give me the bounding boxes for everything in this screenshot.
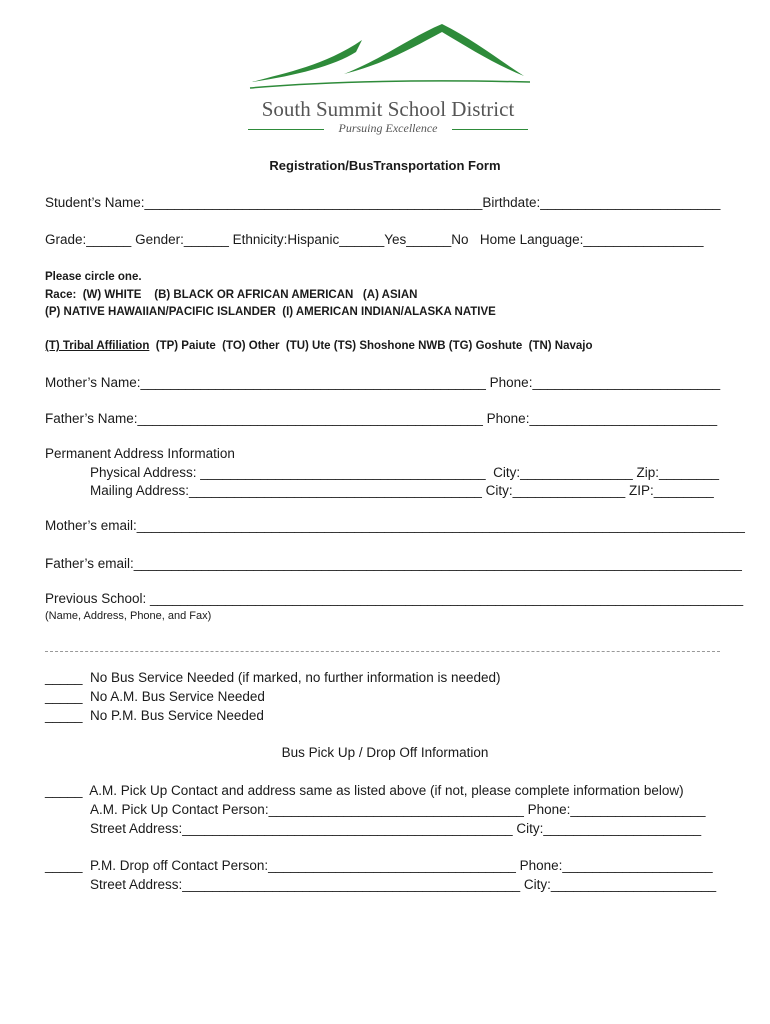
mother-name-field[interactable]: Mother’s Name:______________________________________________ Phone:_________________________ — [45, 375, 721, 390]
grade-gender-ethnicity-field[interactable]: Grade:______ Gender:______ Ethnicity:Hispanic______Yes______No Home Language:________________ — [45, 232, 704, 247]
tribal-affiliation-line[interactable] — [45, 338, 593, 354]
no-am-bus-option[interactable]: _____ No A.M. Bus Service Needed — [45, 689, 265, 704]
tribal-affiliation-label: (T) Tribal Affiliation — [45, 340, 150, 352]
am-same-address-option[interactable]: _____ A.M. Pick Up Contact and address same as listed above (if not, please complete information below) — [45, 783, 684, 798]
district-motto: Pursuing Excellence — [338, 121, 438, 135]
pm-contact-field[interactable]: _____ P.M. Drop off Contact Person:_________________________________ Phone:____________________ — [45, 858, 713, 873]
form-title: Registration/BusTransportation Form — [269, 158, 501, 173]
previous-school-field[interactable]: Previous School: _______________________________________________________________________________ — [45, 591, 744, 606]
father-email-field[interactable]: Father’s email:_________________________________________________________________________________ — [45, 556, 742, 571]
physical-address-field[interactable]: Physical Address: ______________________________________ City:_______________ Zip:________ — [90, 465, 720, 480]
motto-rule-right — [452, 129, 528, 130]
student-name-field[interactable]: Student’s Name:_____________________________________________Birthdate:________________________ — [45, 195, 721, 210]
logo-swoosh — [250, 81, 530, 88]
circle-one-instruction: Please circle one. — [45, 271, 142, 283]
address-heading: Permanent Address Information — [45, 446, 235, 461]
mother-email-field[interactable]: Mother’s email:_________________________________________________________________________________ — [45, 518, 745, 533]
am-street-field[interactable]: Street Address:____________________________________________ City:_____________________ — [90, 821, 702, 836]
logo-mountain-right — [344, 24, 524, 76]
tribal-affiliation-options[interactable]: (TP) Paiute (TO) Other (TU) Ute (TS) Shoshone NWB (TG) Goshute (TN) Navajo — [149, 340, 593, 352]
pm-street-field[interactable]: Street Address:_____________________________________________ City:______________________ — [90, 877, 717, 892]
race-options-line1[interactable]: Race: (W) WHITE (B) BLACK OR AFRICAN AMERICAN (A) ASIAN — [45, 289, 418, 301]
mailing-address-field[interactable]: Mailing Address:_______________________________________ City:_______________ ZIP:________ — [90, 483, 714, 498]
logo-mountain-left — [252, 40, 362, 82]
no-pm-bus-option[interactable]: _____ No P.M. Bus Service Needed — [45, 708, 264, 723]
previous-school-note: (Name, Address, Phone, and Fax) — [45, 610, 212, 622]
am-contact-field[interactable]: A.M. Pick Up Contact Person:__________________________________ Phone:__________________ — [90, 802, 706, 817]
pickup-heading: Bus Pick Up / Drop Off Information — [281, 745, 489, 760]
section-divider — [45, 651, 720, 652]
father-name-field[interactable]: Father’s Name:______________________________________________ Phone:_________________________ — [45, 411, 718, 426]
district-name: South Summit School District — [261, 97, 515, 121]
no-bus-service-option[interactable]: _____ No Bus Service Needed (if marked, no further information is needed) — [45, 670, 501, 685]
race-options-line2[interactable]: (P) NATIVE HAWAIIAN/PACIFIC ISLANDER (I) AMERICAN INDIAN/ALASKA NATIVE — [45, 306, 496, 318]
